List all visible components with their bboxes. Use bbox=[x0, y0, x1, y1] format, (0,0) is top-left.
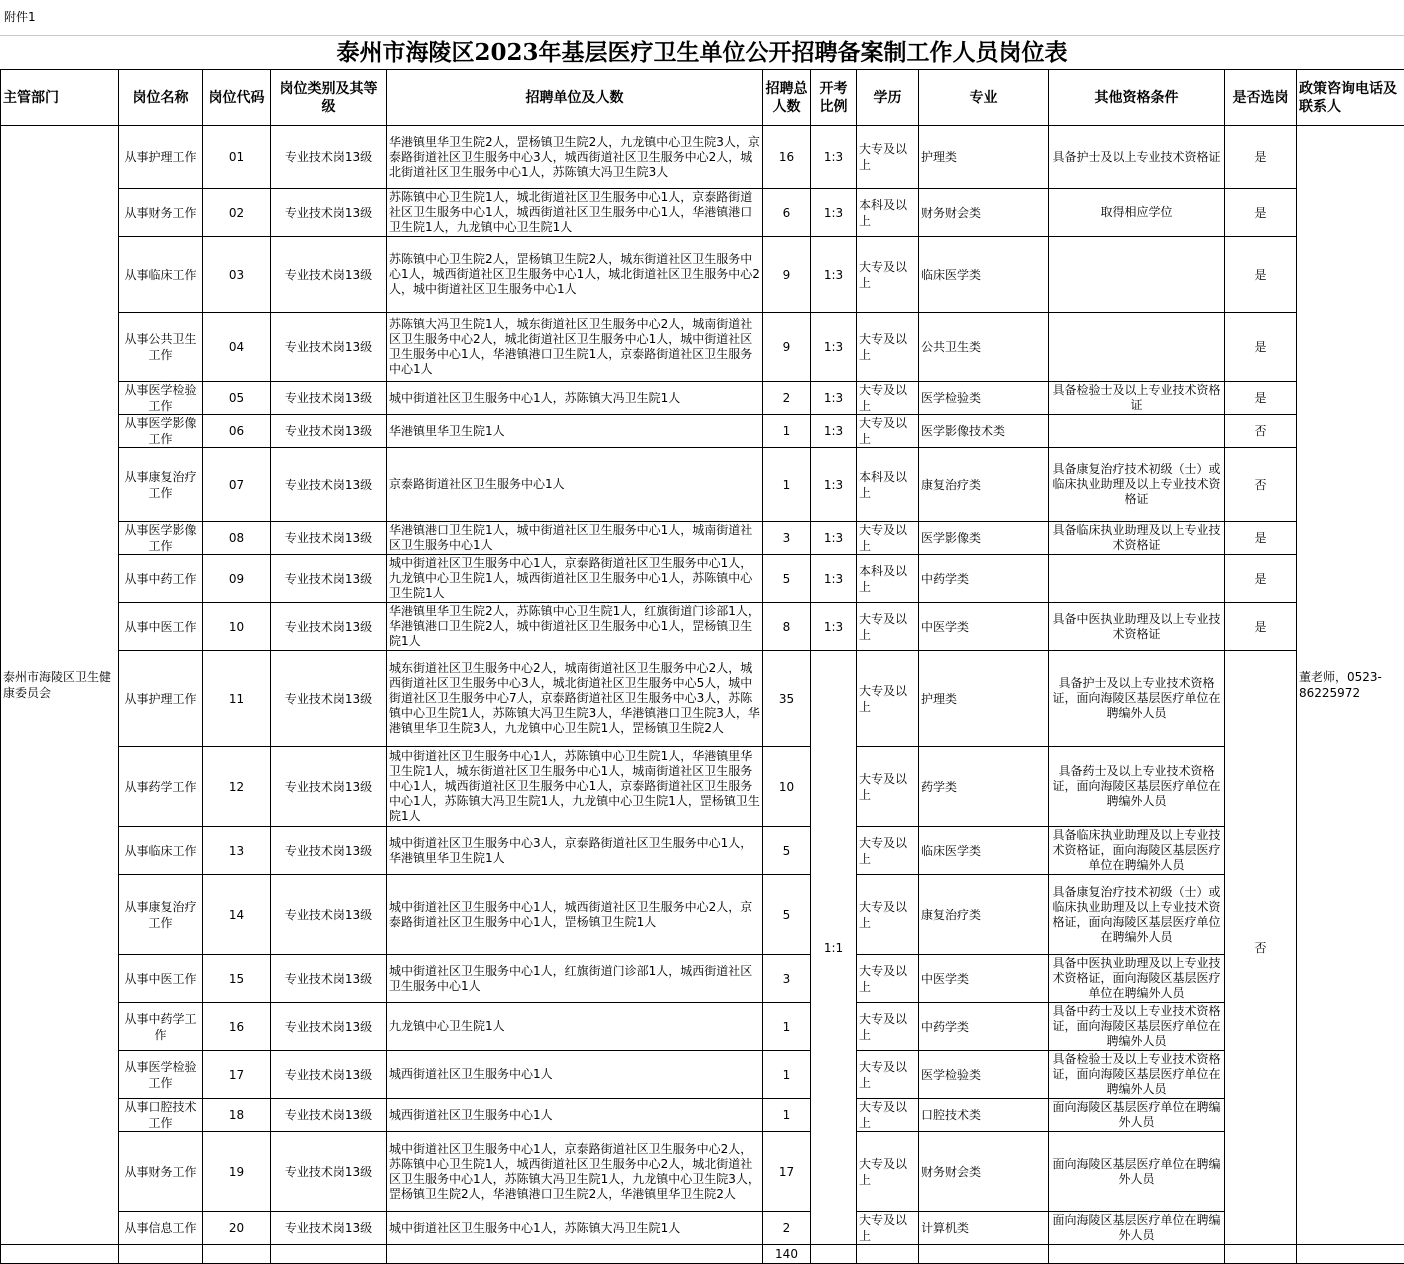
total-cell: 2 bbox=[763, 382, 811, 415]
total-cell: 2 bbox=[763, 1212, 811, 1245]
category-cell: 专业技术岗13级 bbox=[271, 603, 387, 651]
major-cell: 口腔技术类 bbox=[919, 1099, 1049, 1132]
header-contact: 政策咨询电话及联系人 bbox=[1297, 70, 1404, 126]
pick-cell: 是 bbox=[1225, 382, 1297, 415]
table-row bbox=[1, 747, 1404, 827]
units-cell: 九龙镇中心卫生院1人 bbox=[387, 1003, 763, 1051]
pick-cell: 是 bbox=[1225, 555, 1297, 603]
total-cell: 5 bbox=[763, 875, 811, 955]
total-cell: 17 bbox=[763, 1132, 811, 1212]
position-name-cell: 从事信息工作 bbox=[119, 1212, 203, 1245]
position-code-cell: 11 bbox=[203, 651, 271, 747]
education-cell: 大专及以上 bbox=[857, 415, 919, 448]
category-cell: 专业技术岗13级 bbox=[271, 555, 387, 603]
header-category: 岗位类别及其等级 bbox=[271, 70, 387, 126]
category-cell: 专业技术岗13级 bbox=[271, 1212, 387, 1245]
ratio-cell: 1:3 bbox=[811, 313, 857, 382]
units-cell: 城中街道社区卫生服务中心1人，苏陈镇中心卫生院1人，华港镇里华卫生院1人，城东街道社区卫生服务中心1人，城南街道社区卫生服务中心1人，城西街道社区卫生服务中心1人，京泰路街道社区卫生服务中心1人，苏陈镇大冯卫生院1人，九龙镇中心卫生院1人，罡杨镇卫生院1人 bbox=[387, 747, 763, 827]
major-cell: 医学影像技术类 bbox=[919, 415, 1049, 448]
category-cell: 专业技术岗13级 bbox=[271, 955, 387, 1003]
table-row bbox=[1, 237, 1404, 313]
education-cell: 大专及以上 bbox=[857, 827, 919, 875]
position-code-cell: 04 bbox=[203, 313, 271, 382]
total-cell: 1 bbox=[763, 1051, 811, 1099]
empty-cell bbox=[1225, 1245, 1297, 1264]
total-cell: 1 bbox=[763, 1003, 811, 1051]
pick-cell: 是 bbox=[1225, 126, 1297, 189]
position-code-cell: 14 bbox=[203, 875, 271, 955]
position-code-cell: 13 bbox=[203, 827, 271, 875]
table-row bbox=[1, 1132, 1404, 1212]
total-cell: 10 bbox=[763, 747, 811, 827]
position-code-cell: 15 bbox=[203, 955, 271, 1003]
qualification-cell: 具备护士及以上专业技术资格证，面向海陵区基层医疗单位在聘编外人员 bbox=[1049, 651, 1225, 747]
table-row bbox=[1, 415, 1404, 448]
position-code-cell: 01 bbox=[203, 126, 271, 189]
category-cell: 专业技术岗13级 bbox=[271, 189, 387, 237]
position-name-cell: 从事康复治疗工作 bbox=[119, 448, 203, 522]
category-cell: 专业技术岗13级 bbox=[271, 382, 387, 415]
category-cell: 专业技术岗13级 bbox=[271, 313, 387, 382]
major-cell: 中医学类 bbox=[919, 955, 1049, 1003]
position-name-cell: 从事医学影像工作 bbox=[119, 522, 203, 555]
major-cell: 药学类 bbox=[919, 747, 1049, 827]
empty-cell bbox=[203, 1245, 271, 1264]
units-cell: 苏陈镇大冯卫生院1人，城东街道社区卫生服务中心2人，城南街道社区卫生服务中心2人，城北街道社区卫生服务中心1人，城中街道社区卫生服务中心1人，华港镇港口卫生院1人，京泰路街道社区卫生服务中心1人 bbox=[387, 313, 763, 382]
education-cell: 大专及以上 bbox=[857, 1003, 919, 1051]
grand-total-cell: 140 bbox=[763, 1245, 811, 1264]
header-edu: 学历 bbox=[857, 70, 919, 126]
education-cell: 大专及以上 bbox=[857, 313, 919, 382]
qualification-cell: 具备中医执业助理及以上专业技术资格证 bbox=[1049, 603, 1225, 651]
units-cell: 城西街道社区卫生服务中心1人 bbox=[387, 1051, 763, 1099]
total-cell: 1 bbox=[763, 448, 811, 522]
qualification-cell: 具备中药士及以上专业技术资格证，面向海陵区基层医疗单位在聘编外人员 bbox=[1049, 1003, 1225, 1051]
ratio-cell: 1:3 bbox=[811, 555, 857, 603]
major-cell: 康复治疗类 bbox=[919, 448, 1049, 522]
empty-cell bbox=[811, 1245, 857, 1264]
position-name-cell: 从事临床工作 bbox=[119, 237, 203, 313]
position-code-cell: 10 bbox=[203, 603, 271, 651]
position-code-cell: 02 bbox=[203, 189, 271, 237]
qualification-cell bbox=[1049, 313, 1225, 382]
position-name-cell: 从事财务工作 bbox=[119, 189, 203, 237]
units-cell: 城中街道社区卫生服务中心3人，京泰路街道社区卫生服务中心1人，华港镇里华卫生院1人 bbox=[387, 827, 763, 875]
position-code-cell: 18 bbox=[203, 1099, 271, 1132]
header-code: 岗位代码 bbox=[203, 70, 271, 126]
units-cell: 华港镇港口卫生院1人，城中街道社区卫生服务中心1人，城南街道社区卫生服务中心1人 bbox=[387, 522, 763, 555]
position-name-cell: 从事药学工作 bbox=[119, 747, 203, 827]
empty-cell bbox=[1, 1245, 119, 1264]
table-row bbox=[1, 126, 1404, 189]
qualification-cell bbox=[1049, 237, 1225, 313]
qualification-cell: 具备康复治疗技术初级（士）或临床执业助理及以上专业技术资格证 bbox=[1049, 448, 1225, 522]
table-row bbox=[1, 651, 1404, 747]
education-cell: 大专及以上 bbox=[857, 747, 919, 827]
total-cell: 1 bbox=[763, 1099, 811, 1132]
total-cell: 16 bbox=[763, 126, 811, 189]
table-row bbox=[1, 1051, 1404, 1099]
category-cell: 专业技术岗13级 bbox=[271, 448, 387, 522]
units-cell: 城中街道社区卫生服务中心1人，京泰路街道社区卫生服务中心1人，九龙镇中心卫生院1人，城西街道社区卫生服务中心1人，苏陈镇中心卫生院1人 bbox=[387, 555, 763, 603]
position-name-cell: 从事医学检验工作 bbox=[119, 1051, 203, 1099]
header-major: 专业 bbox=[919, 70, 1049, 126]
total-row bbox=[1, 1245, 1404, 1264]
empty-cell bbox=[1297, 1245, 1404, 1264]
major-cell: 临床医学类 bbox=[919, 237, 1049, 313]
units-cell: 华港镇里华卫生院2人，罡杨镇卫生院2人，九龙镇中心卫生院3人，京泰路街道社区卫生服务中心3人，城西街道社区卫生服务中心2人，城北街道社区卫生服务中心1人，苏陈镇大冯卫生院3人 bbox=[387, 126, 763, 189]
position-name-cell: 从事医学检验工作 bbox=[119, 382, 203, 415]
empty-cell bbox=[919, 1245, 1049, 1264]
education-cell: 大专及以上 bbox=[857, 522, 919, 555]
pick-cell: 是 bbox=[1225, 603, 1297, 651]
major-cell: 康复治疗类 bbox=[919, 875, 1049, 955]
total-cell: 35 bbox=[763, 651, 811, 747]
position-code-cell: 17 bbox=[203, 1051, 271, 1099]
major-cell: 中药学类 bbox=[919, 1003, 1049, 1051]
major-cell: 临床医学类 bbox=[919, 827, 1049, 875]
qualification-cell: 面向海陵区基层医疗单位在聘编外人员 bbox=[1049, 1132, 1225, 1212]
position-code-cell: 12 bbox=[203, 747, 271, 827]
header-name: 岗位名称 bbox=[119, 70, 203, 126]
total-cell: 8 bbox=[763, 603, 811, 651]
contact-cell: 董老师，0523-86225972 bbox=[1297, 126, 1404, 1245]
header-pick: 是否选岗 bbox=[1225, 70, 1297, 126]
units-cell: 苏陈镇中心卫生院1人，城北街道社区卫生服务中心1人，京泰路街道社区卫生服务中心1人，城西街道社区卫生服务中心1人，华港镇港口卫生院1人，九龙镇中心卫生院1人 bbox=[387, 189, 763, 237]
position-code-cell: 08 bbox=[203, 522, 271, 555]
education-cell: 大专及以上 bbox=[857, 1212, 919, 1245]
units-cell: 华港镇里华卫生院2人，苏陈镇中心卫生院1人，红旗街道门诊部1人，华港镇港口卫生院2人，城中街道社区卫生服务中心1人，罡杨镇卫生院1人 bbox=[387, 603, 763, 651]
ratio-cell: 1:3 bbox=[811, 382, 857, 415]
position-name-cell: 从事中药工作 bbox=[119, 555, 203, 603]
header-units: 招聘单位及人数 bbox=[387, 70, 763, 126]
position-code-cell: 09 bbox=[203, 555, 271, 603]
pick-cell: 是 bbox=[1225, 522, 1297, 555]
qualification-cell: 具备检验士及以上专业技术资格证，面向海陵区基层医疗单位在聘编外人员 bbox=[1049, 1051, 1225, 1099]
annex-label: 附件1 bbox=[4, 8, 36, 25]
major-cell: 财务财会类 bbox=[919, 1132, 1049, 1212]
table-row bbox=[1, 522, 1404, 555]
total-cell: 9 bbox=[763, 237, 811, 313]
category-cell: 专业技术岗13级 bbox=[271, 747, 387, 827]
total-cell: 5 bbox=[763, 555, 811, 603]
empty-cell bbox=[857, 1245, 919, 1264]
education-cell: 大专及以上 bbox=[857, 1051, 919, 1099]
position-name-cell: 从事康复治疗工作 bbox=[119, 875, 203, 955]
ratio-cell-merged: 1:1 bbox=[811, 651, 857, 1245]
qualification-cell: 具备护士及以上专业技术资格证 bbox=[1049, 126, 1225, 189]
total-cell: 3 bbox=[763, 955, 811, 1003]
education-cell: 本科及以上 bbox=[857, 555, 919, 603]
education-cell: 大专及以上 bbox=[857, 1099, 919, 1132]
position-name-cell: 从事临床工作 bbox=[119, 827, 203, 875]
qualification-cell bbox=[1049, 555, 1225, 603]
qualification-cell: 取得相应学位 bbox=[1049, 189, 1225, 237]
table-row bbox=[1, 382, 1404, 415]
education-cell: 大专及以上 bbox=[857, 1132, 919, 1212]
category-cell: 专业技术岗13级 bbox=[271, 415, 387, 448]
position-name-cell: 从事财务工作 bbox=[119, 1132, 203, 1212]
position-code-cell: 05 bbox=[203, 382, 271, 415]
major-cell: 财务财会类 bbox=[919, 189, 1049, 237]
major-cell: 医学影像类 bbox=[919, 522, 1049, 555]
total-cell: 1 bbox=[763, 415, 811, 448]
major-cell: 计算机类 bbox=[919, 1212, 1049, 1245]
position-name-cell: 从事口腔技术工作 bbox=[119, 1099, 203, 1132]
pick-cell: 是 bbox=[1225, 189, 1297, 237]
qualification-cell: 具备临床执业助理及以上专业技术资格证，面向海陵区基层医疗单位在聘编外人员 bbox=[1049, 827, 1225, 875]
pick-cell-merged: 否 bbox=[1225, 651, 1297, 1245]
header-row bbox=[1, 70, 1404, 126]
position-name-cell: 从事护理工作 bbox=[119, 126, 203, 189]
category-cell: 专业技术岗13级 bbox=[271, 827, 387, 875]
qualification-cell: 具备药士及以上专业技术资格证，面向海陵区基层医疗单位在聘编外人员 bbox=[1049, 747, 1225, 827]
major-cell: 中医学类 bbox=[919, 603, 1049, 651]
education-cell: 大专及以上 bbox=[857, 603, 919, 651]
units-cell: 京泰路街道社区卫生服务中心1人 bbox=[387, 448, 763, 522]
position-code-cell: 20 bbox=[203, 1212, 271, 1245]
units-cell: 城中街道社区卫生服务中心1人，苏陈镇大冯卫生院1人 bbox=[387, 382, 763, 415]
education-cell: 大专及以上 bbox=[857, 651, 919, 747]
total-cell: 5 bbox=[763, 827, 811, 875]
total-cell: 3 bbox=[763, 522, 811, 555]
positions-table bbox=[0, 69, 1404, 1264]
education-cell: 大专及以上 bbox=[857, 382, 919, 415]
category-cell: 专业技术岗13级 bbox=[271, 126, 387, 189]
education-cell: 大专及以上 bbox=[857, 126, 919, 189]
table-row bbox=[1, 955, 1404, 1003]
pick-cell: 否 bbox=[1225, 415, 1297, 448]
major-cell: 医学检验类 bbox=[919, 1051, 1049, 1099]
ratio-cell: 1:3 bbox=[811, 448, 857, 522]
category-cell: 专业技术岗13级 bbox=[271, 875, 387, 955]
ratio-cell: 1:3 bbox=[811, 126, 857, 189]
empty-cell bbox=[119, 1245, 203, 1264]
ratio-cell: 1:3 bbox=[811, 415, 857, 448]
category-cell: 专业技术岗13级 bbox=[271, 1099, 387, 1132]
pick-cell: 是 bbox=[1225, 237, 1297, 313]
empty-cell bbox=[1049, 1245, 1225, 1264]
total-cell: 9 bbox=[763, 313, 811, 382]
education-cell: 大专及以上 bbox=[857, 875, 919, 955]
qualification-cell: 具备中医执业助理及以上专业技术资格证，面向海陵区基层医疗单位在聘编外人员 bbox=[1049, 955, 1225, 1003]
position-code-cell: 06 bbox=[203, 415, 271, 448]
units-cell: 城中街道社区卫生服务中心1人，苏陈镇大冯卫生院1人 bbox=[387, 1212, 763, 1245]
qualification-cell: 具备康复治疗技术初级（士）或临床执业助理及以上专业技术资格证，面向海陵区基层医疗单位在聘编外人员 bbox=[1049, 875, 1225, 955]
position-code-cell: 16 bbox=[203, 1003, 271, 1051]
table-row bbox=[1, 1003, 1404, 1051]
page-title: 泰州市海陵区2023年基层医疗卫生单位公开招聘备案制工作人员岗位表 bbox=[0, 36, 1404, 70]
header-dept: 主管部门 bbox=[1, 70, 119, 126]
position-name-cell: 从事中医工作 bbox=[119, 955, 203, 1003]
ratio-cell: 1:3 bbox=[811, 237, 857, 313]
table-row bbox=[1, 313, 1404, 382]
header-total: 招聘总人数 bbox=[763, 70, 811, 126]
table-row bbox=[1, 1212, 1404, 1245]
position-name-cell: 从事公共卫生工作 bbox=[119, 313, 203, 382]
units-cell: 华港镇里华卫生院1人 bbox=[387, 415, 763, 448]
empty-cell bbox=[271, 1245, 387, 1264]
units-cell: 城中街道社区卫生服务中心1人，红旗街道门诊部1人，城西街道社区卫生服务中心1人 bbox=[387, 955, 763, 1003]
major-cell: 护理类 bbox=[919, 651, 1049, 747]
major-cell: 公共卫生类 bbox=[919, 313, 1049, 382]
pick-cell: 是 bbox=[1225, 313, 1297, 382]
major-cell: 护理类 bbox=[919, 126, 1049, 189]
position-name-cell: 从事医学影像工作 bbox=[119, 415, 203, 448]
table-body bbox=[1, 126, 1404, 1264]
category-cell: 专业技术岗13级 bbox=[271, 1051, 387, 1099]
education-cell: 大专及以上 bbox=[857, 955, 919, 1003]
qualification-cell: 具备检验士及以上专业技术资格证 bbox=[1049, 382, 1225, 415]
header-other: 其他资格条件 bbox=[1049, 70, 1225, 126]
table-row bbox=[1, 1099, 1404, 1132]
ratio-cell: 1:3 bbox=[811, 603, 857, 651]
position-name-cell: 从事中药学工作 bbox=[119, 1003, 203, 1051]
dept-cell: 泰州市海陵区卫生健康委员会 bbox=[1, 126, 119, 1245]
category-cell: 专业技术岗13级 bbox=[271, 237, 387, 313]
table-row bbox=[1, 448, 1404, 522]
units-cell: 城西街道社区卫生服务中心1人 bbox=[387, 1099, 763, 1132]
education-cell: 本科及以上 bbox=[857, 448, 919, 522]
qualification-cell: 具备临床执业助理及以上专业技术资格证 bbox=[1049, 522, 1225, 555]
table-row bbox=[1, 603, 1404, 651]
position-code-cell: 07 bbox=[203, 448, 271, 522]
qualification-cell: 面向海陵区基层医疗单位在聘编外人员 bbox=[1049, 1099, 1225, 1132]
position-name-cell: 从事护理工作 bbox=[119, 651, 203, 747]
category-cell: 专业技术岗13级 bbox=[271, 651, 387, 747]
education-cell: 本科及以上 bbox=[857, 189, 919, 237]
education-cell: 大专及以上 bbox=[857, 237, 919, 313]
position-code-cell: 03 bbox=[203, 237, 271, 313]
units-cell: 城中街道社区卫生服务中心1人，城西街道社区卫生服务中心2人，京泰路街道社区卫生服务中心1人，罡杨镇卫生院1人 bbox=[387, 875, 763, 955]
major-cell: 中药学类 bbox=[919, 555, 1049, 603]
position-name-cell: 从事中医工作 bbox=[119, 603, 203, 651]
category-cell: 专业技术岗13级 bbox=[271, 1003, 387, 1051]
qualification-cell: 面向海陵区基层医疗单位在聘编外人员 bbox=[1049, 1212, 1225, 1245]
table-row bbox=[1, 875, 1404, 955]
table-row bbox=[1, 189, 1404, 237]
total-cell: 6 bbox=[763, 189, 811, 237]
category-cell: 专业技术岗13级 bbox=[271, 1132, 387, 1212]
table-row bbox=[1, 827, 1404, 875]
qualification-cell bbox=[1049, 415, 1225, 448]
empty-cell bbox=[387, 1245, 763, 1264]
category-cell: 专业技术岗13级 bbox=[271, 522, 387, 555]
major-cell: 医学检验类 bbox=[919, 382, 1049, 415]
ratio-cell: 1:3 bbox=[811, 522, 857, 555]
header-ratio: 开考比例 bbox=[811, 70, 857, 126]
table-row bbox=[1, 555, 1404, 603]
units-cell: 城中街道社区卫生服务中心1人，京泰路街道社区卫生服务中心2人，苏陈镇中心卫生院1人，城西街道社区卫生服务中心2人，城北街道社区卫生服务中心1人，苏陈镇大冯卫生院1人，九龙镇中心卫生院3人，罡杨镇卫生院2人，华港镇港口卫生院2人，华港镇里华卫生院2人 bbox=[387, 1132, 763, 1212]
ratio-cell: 1:3 bbox=[811, 189, 857, 237]
position-code-cell: 19 bbox=[203, 1132, 271, 1212]
pick-cell: 否 bbox=[1225, 448, 1297, 522]
units-cell: 苏陈镇中心卫生院2人，罡杨镇卫生院2人，城东街道社区卫生服务中心1人，城西街道社区卫生服务中心1人，城北街道社区卫生服务中心2人，城中街道社区卫生服务中心1人 bbox=[387, 237, 763, 313]
units-cell: 城东街道社区卫生服务中心2人，城南街道社区卫生服务中心2人，城西街道社区卫生服务中心3人，城北街道社区卫生服务中心5人，城中街道社区卫生服务中心7人，京泰路街道社区卫生服务中心3人，苏陈镇中心卫生院1人，苏陈镇大冯卫生院3人，华港镇港口卫生院3人，华港镇里华卫生院3人，九龙镇中心卫生院1人，罡杨镇卫生院2人 bbox=[387, 651, 763, 747]
